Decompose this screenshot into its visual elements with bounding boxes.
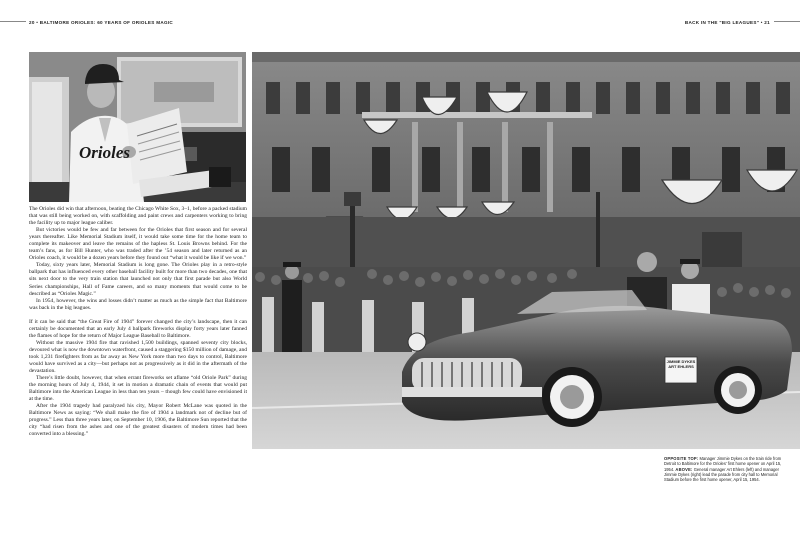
main-photo-parade (252, 52, 800, 449)
body-paragraph: There’s little doubt, however, that when errant fireworks set aflame “old Oriole Park” during the morning hours of July 4, 1944, it set in motion a dramatic chain of events that would put Baltimore into the American League in less than ten years – though few could have envisioned it at the time. (29, 375, 247, 403)
running-header-left: 20 • BALTIMORE ORIOLES: 60 YEARS OF ORIOLES MAGIC (29, 20, 174, 25)
header-rule-left (0, 21, 26, 22)
inset-photo-train (29, 52, 246, 202)
body-paragraph: In 1954, however, the wins and losses didn’t matter as much as the simple fact that Baltimore was back in the big leagues. (29, 297, 247, 311)
jersey-lettering: Orioles (79, 143, 130, 162)
header-rule-right (774, 21, 800, 22)
body-paragraph: If it can be said that “the Great Fire of 1904” forever changed the city’s landscape, then it can certainly be documented that an early July 4 ballpark fireworks display forty years later fanned the flames of hope for the return of Major League Baseball to Baltimore. (29, 318, 247, 339)
body-paragraph: Without the massive 1904 fire that ravished 1,500 buildings, spanned seventy city blocks, devoured what is now the downtown waterfront, caused a staggering $150 million of damage, and took 1,231 firefighters from as far away as New York more than two days to control, Baltimore would have survived as a city—but perhaps not as progressively as it did in the aftermath of the devastation. (29, 339, 247, 375)
car-door-sign: JIMMIE DYKES ART EHLERS (666, 359, 696, 369)
caption-text-opposite: Manager Jimmie Dykes on the train ride from Detroit to Baltimore for the Orioles’ first home opener on April 15, 1954. (664, 456, 782, 472)
body-paragraph: The Orioles did win that afternoon, beating the Chicago White Sox, 3–1, before a packed stadium that was still being worked on, with scaffolding and paint crews and carpenters working to bring the facility up to major league caliber. (29, 206, 247, 227)
caption-label-above: ABOVE: (674, 466, 693, 472)
body-paragraph: But victories would be few and far between for the Orioles that first season and for several years thereafter. Like Memorial Stadium itself, it would take some time for the home team to complete its makeover and leave the remains of the hapless St. Louis Browns behind. For the team’s fans, as for Bill Hunter, who was traded after the ’54 season and later returned as an Orioles coach, it would be a dozen years before they found out “what it would be like if we won.” (29, 227, 247, 262)
article-body (29, 206, 247, 439)
body-paragraph: Today, sixty years later, Memorial Stadium is long gone. The Orioles play in a retro-style ballpark that has influenced every other baseball facility built for more than two decades, one that sits next door to the very train station that launched not only that first parade but also World Series championships, Hall of Fame careers, and so many moments that would come to be described as “Orioles Magic.” (29, 262, 247, 297)
running-header-right: BACK IN THE "BIG LEAGUES" • 21 (684, 20, 770, 25)
photo-caption (664, 456, 782, 482)
body-paragraph: After the 1904 tragedy had paralyzed his city, Mayor Robert McLane was quoted in the Baltimore News as saying: “We shall make the fire of 1904 a landmark not of decline but of progress.” Less than three years later, on September 10, 1906, the Baltimore Sun reported that the city “had risen from the ashes and one of the greatest disasters of modern times had been converted into a blessing.” (29, 403, 247, 438)
caption-text-above: General manager Art Ehlers (left) and manager Jimmie Dykes (right) lead the parade from city hall to Memorial Stadium before the first home opener, April 15, 1954. (664, 466, 780, 483)
caption-label-opposite: OPPOSITE TOP: (664, 456, 699, 461)
